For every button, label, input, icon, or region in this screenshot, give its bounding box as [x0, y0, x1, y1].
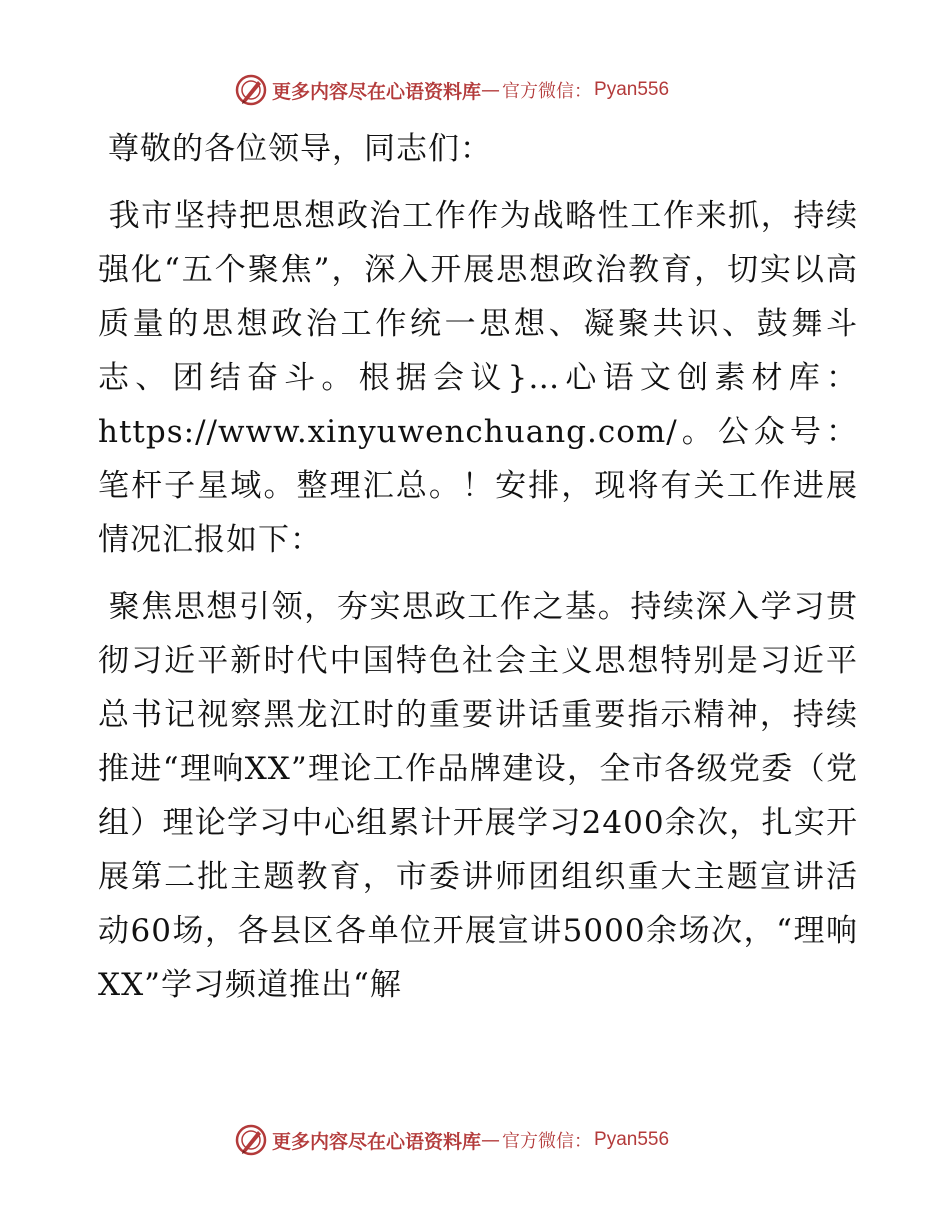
paragraph-1-text: 我市坚持把思想政治工作作为战略性工作来抓，持续强化“五个聚焦”，深入开展思想政治教育，切实以高质量的思想政治工作统一思想、凝聚共识、鼓舞斗志、团结奋斗。根据会议}…心语文创素材库：https://www.xinyuwenchuang.com/。公众号：笔杆子星域。整理汇总。！安排，现将有关工作进展情况汇报如下： [98, 198, 858, 558]
watermark-title: 更多内容尽在心语资料库 [272, 80, 482, 103]
watermark-official-label: 官方微信： [502, 1131, 593, 1152]
document-body [98, 122, 858, 1012]
watermark-official-label: 官方微信： [502, 81, 593, 102]
watermark-banner-top [234, 72, 734, 108]
paragraph-2 [98, 580, 858, 1012]
paragraph-2-text: 聚焦思想引领，夯实思政工作之基。持续深入学习贯彻习近平新时代中国特色社会主义思想特别是习近平总书记视察黑龙江时的重要讲话重要指示精神，持续推进“理响XX”理论工作品牌建设，全市各级党委（党组）理论学习中心组累计开展学习2400余次，扎实开展第二批主题教育，市委讲师团组织重大主题宣讲活动60场，各县区各单位开展宣讲5000余场次，“理响XX”学习频道推出“解 [98, 589, 858, 1003]
pen-logo-icon [234, 1123, 268, 1157]
greeting-text: 尊敬的各位领导，同志们： [108, 131, 492, 167]
watermark-separator: — [481, 1129, 501, 1151]
watermark-wechat-id: Pyan556 [594, 1129, 670, 1150]
watermark-title: 更多内容尽在心语资料库 [272, 1130, 482, 1153]
watermark-banner-bottom [234, 1122, 734, 1158]
watermark-separator: — [481, 79, 501, 101]
greeting [98, 122, 858, 176]
pen-logo-icon [234, 73, 268, 107]
watermark-wechat-id: Pyan556 [594, 79, 670, 100]
paragraph-1 [98, 189, 858, 567]
